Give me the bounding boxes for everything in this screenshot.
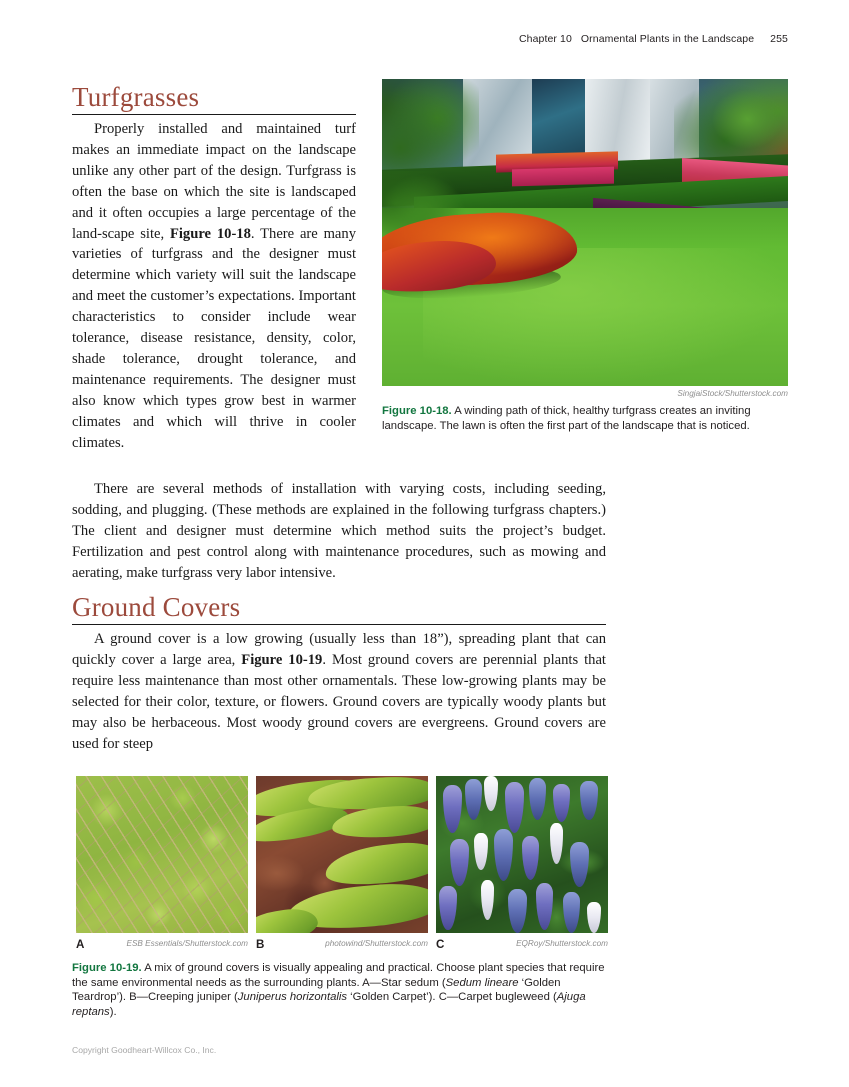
figure-10-19-photo-b xyxy=(256,776,428,933)
figure-10-18-credit: SingjaiStock/Shutterstock.com xyxy=(677,389,788,398)
running-head-title: Ornamental Plants in the Landscape xyxy=(580,33,755,45)
turfgrasses-wide-text: There are several methods of installation with varying costs, including seeding, sodding, and plugging. (These methods are explained in the following turfgrass chapters.) The client and designer must determine which method suits the project’s budget. Fertilization and pest control along with maintenance procedures, such as mowing and aerating, make turfgrass very labor intensive. xyxy=(72,481,606,581)
photo-flowerbed-pink xyxy=(512,167,614,187)
heading-rule-turfgrasses xyxy=(72,114,356,115)
figure-panel-letter-b: B xyxy=(256,938,265,951)
figure-10-18-caption xyxy=(382,404,788,433)
copyright-footer: Copyright Goodheart-Willcox Co., Inc. xyxy=(72,1045,217,1055)
ground-covers-paragraph xyxy=(72,629,606,754)
figure-panel-letter-a: A xyxy=(76,938,85,951)
species-name-ajuga: Ajuga reptans xyxy=(72,991,586,1018)
figure-10-18-photo xyxy=(382,79,788,386)
figure-10-19-caption-part3: ‘Golden Carpet’). C—Carpet bugleweed ( xyxy=(347,991,557,1004)
figure-reference-10-19: Figure 10-19 xyxy=(241,651,323,668)
figure-10-19-caption-label: Figure 10-19. xyxy=(72,962,142,974)
figure-10-19-credit-b: photowind/Shutterstock.com xyxy=(325,939,428,948)
figure-reference-10-18: Figure 10-18 xyxy=(169,225,251,242)
species-name-sedum: Sedum lineare xyxy=(445,976,519,989)
photo-trees-left xyxy=(382,79,479,177)
figure-10-19-caption xyxy=(72,961,612,1019)
ground-covers-text-a: A ground cover is a low growing (usually less than 18”), spreading plant that can quickly cover a large area, xyxy=(72,631,606,668)
figure-10-19-photo-a xyxy=(76,776,248,933)
figure-10-19-caption-part2: ‘Golden Teardrop’). B—Creeping juniper ( xyxy=(72,976,561,1004)
running-head-chapter: Chapter 10 xyxy=(518,33,572,45)
turfgrasses-text-a: Properly installed and maintained turf makes an immediate impact on the landscape unlike any other part of the design. Turfgrass is often the base on which the site is landscaped and it often occupies a large percentage of the land-scape site, xyxy=(72,121,356,242)
section-heading-ground-covers: Ground Covers xyxy=(72,592,241,622)
figure-10-19-caption-part4: ). xyxy=(109,1005,117,1018)
section-heading-turfgrasses: Turfgrasses xyxy=(72,82,200,112)
heading-rule-ground-covers xyxy=(72,624,606,625)
ground-covers-text-b: . Most ground covers are perennial plants that require less maintenance than most other ornamentals. These low-growing plants may be selected for their color, texture, or flowers. Ground covers are typically woody plants but may also be herbaceous. Most woody ground covers are evergreens. Ground covers are used for steep xyxy=(72,651,606,752)
species-name-juniperus: Juniperus horizontalis xyxy=(237,991,348,1004)
figure-10-18-caption-text: A winding path of thick, healthy turfgrass creates an inviting landscape. The lawn is often the first part of the landscape that is noticed. xyxy=(382,405,751,432)
running-head xyxy=(72,33,788,45)
figure-10-19-credit-a: ESB Essentials/Shutterstock.com xyxy=(126,939,248,948)
turfgrasses-text-b: . There are many varieties of turfgrass and the designer must determine which variety will suit the landscape and meet the customer’s expectations. Important characteristics to consider include wear tolerance, disease resistance, density, color, shade tolerance, drought tolerance, and maintenance requirements. The designer must also know which types grow best in warmer climates and which will thrive in cooler climates. xyxy=(72,225,357,451)
figure-10-18-caption-label: Figure 10-18. xyxy=(382,405,452,417)
turfgrasses-wide-paragraph xyxy=(72,479,606,584)
figure-10-19-credit-c: EQRoy/Shutterstock.com xyxy=(516,939,608,948)
figure-10-19-photo-c xyxy=(436,776,608,933)
turfgrasses-column-text xyxy=(72,119,356,454)
figure-panel-letter-c: C xyxy=(436,938,445,951)
sedum-straw-texture xyxy=(76,776,248,933)
figure-10-19-caption-part1: A mix of ground covers is visually appealing and practical. Choose plant species that require the same environmental needs as the surrounding plants. A—Star sedum ( xyxy=(72,962,605,989)
photo-palm xyxy=(707,85,788,153)
page-number: 255 xyxy=(770,33,788,45)
